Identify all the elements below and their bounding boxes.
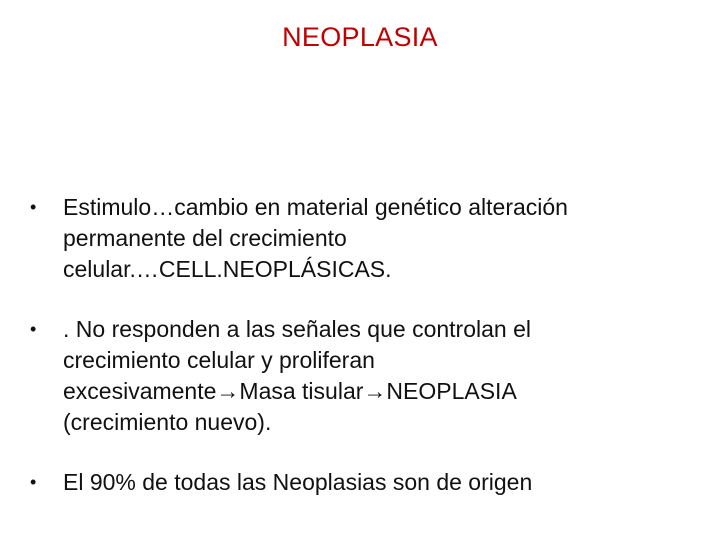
bullet-marker: • <box>30 472 37 492</box>
bullet-marker: • <box>30 197 37 217</box>
bullet-text: . No responden a las señales que controlan el crecimiento celular y proliferan excesivamente→Masa tisular→NEOPLASIA (crecimiento nuevo). <box>63 316 531 435</box>
bullet-text: El 90% de todas las Neoplasias son de origen <box>63 469 533 495</box>
bullet-item-3 <box>30 467 690 498</box>
bullet-item-2 <box>30 314 690 438</box>
slide-title: NEOPLASIA <box>282 22 438 52</box>
bullet-list <box>30 192 690 527</box>
bullet-marker: • <box>30 319 37 339</box>
bullet-item-1 <box>30 192 690 285</box>
bullet-text: Estimulo…cambio en material genético alteración permanente del crecimiento celular.…CELL.NEOPLÁSICAS. <box>63 194 568 282</box>
